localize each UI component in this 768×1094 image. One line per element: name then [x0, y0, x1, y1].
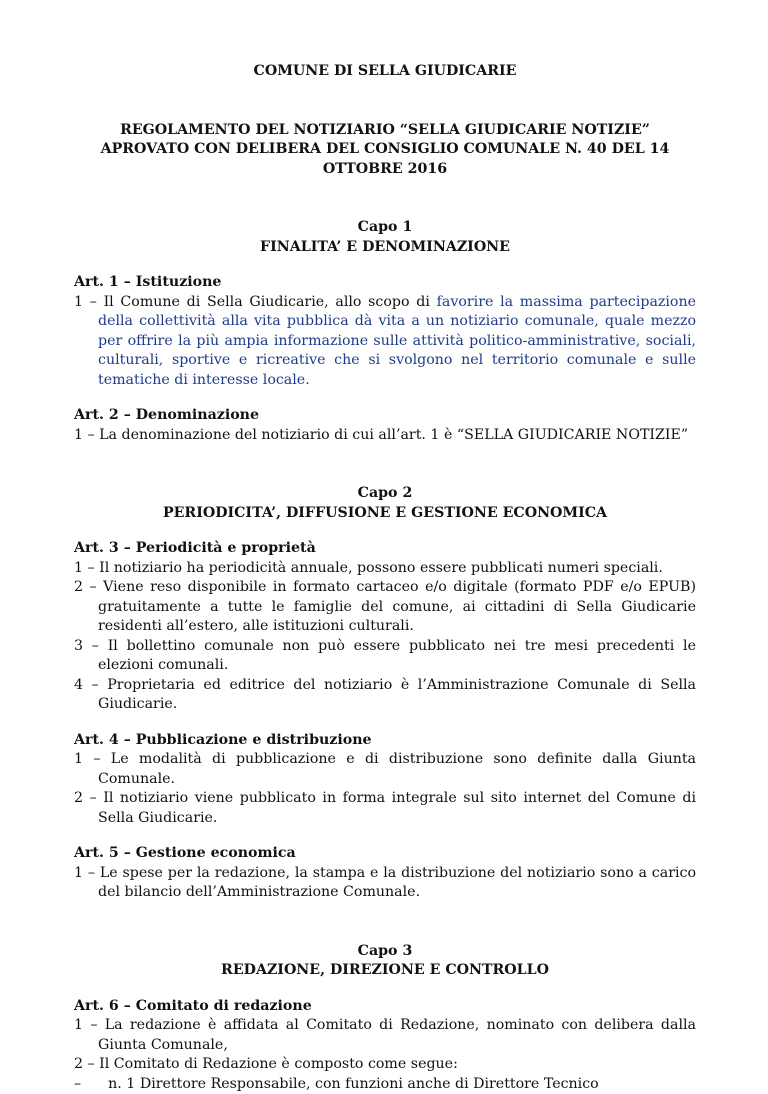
article-4-title: Art. 4 – Pubblicazione e distribuzione [74, 731, 696, 751]
article-2-title: Art. 2 – Denominazione [74, 406, 696, 426]
article-5-paragraph-1: 1 – Le spese per la redazione, la stampa e la distribuzione del notiziario sono a carico del bilancio dell’Amministrazione Comunale. [74, 864, 696, 903]
article-3-paragraph-3: 3 – Il bollettino comunale non può essere pubblicato nei tre mesi precedenti le elezioni comunali. [74, 637, 696, 676]
article-3-paragraph-2: 2 – Viene reso disponibile in formato cartaceo e/o digitale (formato PDF e/o EPUB) gratuitamente a tutte le famiglie del comune, ai cittadini di Sella Giudicarie residenti all’estero, alle istituzioni culturali. [74, 578, 696, 637]
article-4-paragraph-1: 1 – Le modalità di pubblicazione e di distribuzione sono definite dalla Giunta Comunale. [74, 750, 696, 789]
article-4-paragraph-2: 2 – Il notiziario viene pubblicato in forma integrale sul sito internet del Comune di Sella Giudicarie. [74, 789, 696, 828]
article-1-text-plain: 1 – Il Comune di Sella Giudicarie, allo scopo di [74, 294, 437, 310]
article-6-paragraph-2: 2 – Il Comitato di Redazione è composto come segue: [74, 1055, 696, 1075]
article-3-paragraph-4: 4 – Proprietaria ed editrice del notiziario è l’Amministrazione Comunale di Sella Giudicarie. [74, 676, 696, 715]
chapter-3-heading [74, 942, 696, 981]
article-6-paragraph-1: 1 – La redazione è affidata al Comitato di Redazione, nominato con delibera dalla Giunta Comunale, [74, 1016, 696, 1055]
chapter-2-title: PERIODICITA’, DIFFUSIONE E GESTIONE ECONOMICA [74, 504, 696, 524]
article-3-title: Art. 3 – Periodicità e proprietà [74, 539, 696, 559]
article-5-title: Art. 5 – Gestione economica [74, 844, 696, 864]
chapter-2-label: Capo 2 [74, 484, 696, 504]
regulation-title-line2: APROVATO CON DELIBERA DEL CONSIGLIO COMUNALE N. 40 DEL 14 OTTOBRE 2016 [74, 140, 696, 179]
article-3-paragraph-1: 1 – Il notiziario ha periodicità annuale, possono essere pubblicati numeri speciali. [74, 559, 696, 579]
article-1-title: Art. 1 – Istituzione [74, 273, 696, 293]
chapter-1-heading [74, 218, 696, 257]
document-page [74, 0, 696, 1094]
regulation-title-line1: REGOLAMENTO DEL NOTIZIARIO “SELLA GIUDICARIE NOTIZIE” [74, 121, 696, 141]
chapter-2-heading [74, 484, 696, 523]
regulation-heading [74, 121, 696, 180]
chapter-3-title: REDAZIONE, DIREZIONE E CONTROLLO [74, 961, 696, 981]
article-1-text-highlight: favorire la massima partecipazione della collettività alla vita pubblica dà vita a un notiziario comunale, quale mezzo per offrire la più ampia informazione sulle attività politico-amministrative, sociali, culturali, sportive e ricreative che si svolgono nel territorio comunale e sulle tematiche di interesse locale. [98, 294, 696, 388]
chapter-1-label: Capo 1 [74, 218, 696, 238]
article-2-paragraph-1: 1 – La denominazione del notiziario di cui all’art. 1 è “SELLA GIUDICARIE NOTIZIE” [74, 426, 696, 446]
article-6-list-item-1: – n. 1 Direttore Responsabile, con funzioni anche di Direttore Tecnico [74, 1075, 696, 1094]
chapter-3-label: Capo 3 [74, 942, 696, 962]
article-1-paragraph-1 [74, 293, 696, 391]
chapter-1-title: FINALITA’ E DENOMINAZIONE [74, 238, 696, 258]
article-6-title: Art. 6 – Comitato di redazione [74, 997, 696, 1017]
document-org: COMUNE DI SELLA GIUDICARIE [74, 62, 696, 82]
